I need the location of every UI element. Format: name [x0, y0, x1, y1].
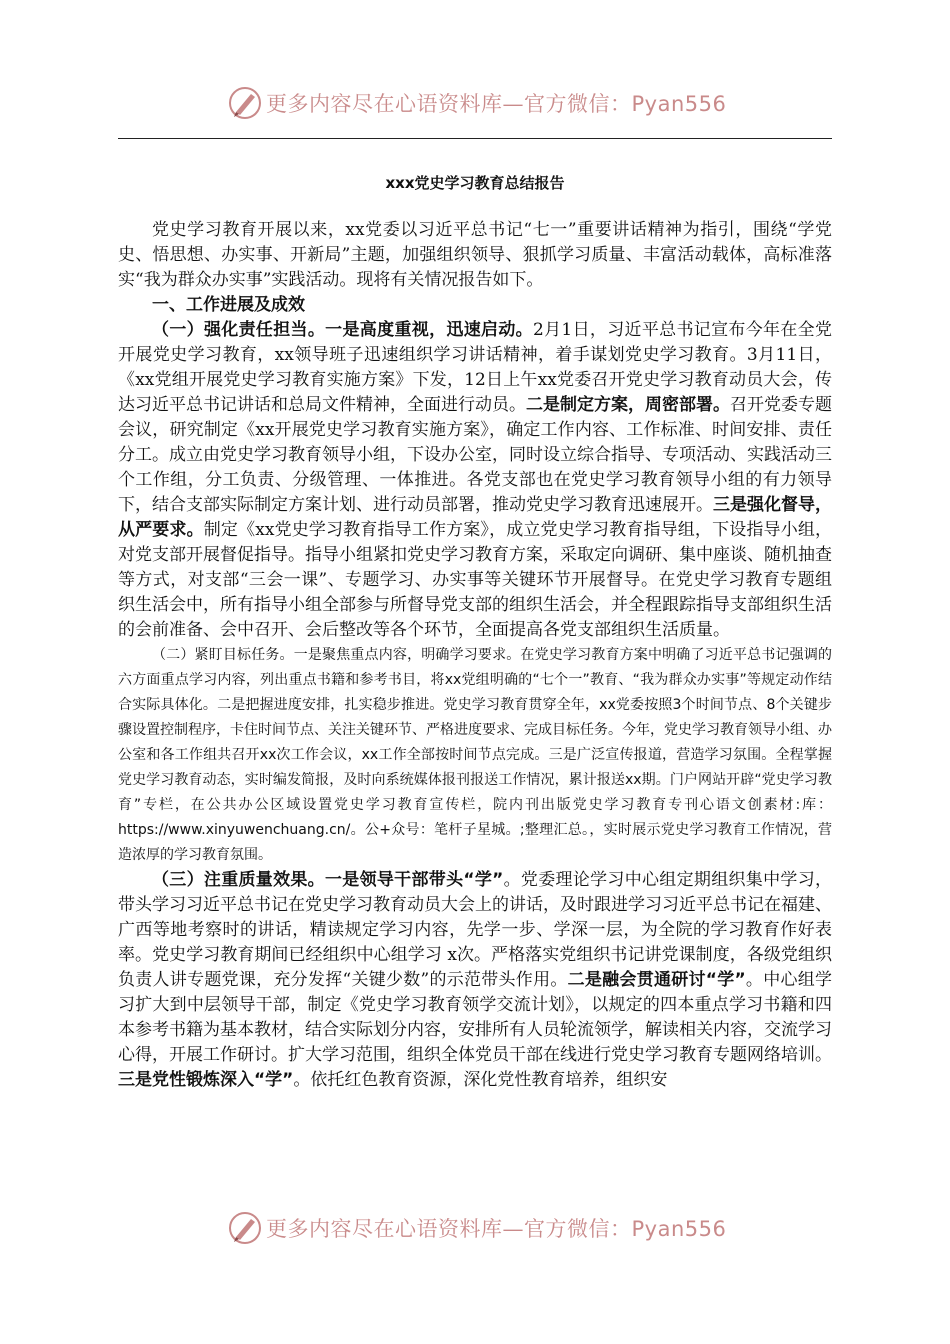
- point-text: 制定《xx党史学习教育指导工作方案》，成立党史学习教育指导组，下设指导小组，对党支部开展督促指导。指导小组紧扣党史学习教育方案，采取定向调研、集中座谈、随机抽查等方式，对支部“三会一课”、专题学习、办实事等关键环节开展督导。在党史学习教育专题组织生活会中，所有指导小组全部参与所督导党支部的组织生活会，并全程跟踪指导支部组织生活的会前准备、会中召开、会后整改等各个环节，全面提高各党支部组织生活质量。: [118, 520, 832, 640]
- point-heading: 三是强化督导，从严要求。: [118, 495, 832, 540]
- point-heading: 二是融会贯通研讨“学”: [567, 970, 746, 990]
- point-text: 。中心组学习扩大到中层领导干部，制定《党史学习教育领学交流计划》，以规定的四本重点学习书籍和四本参考书籍为基本教材，结合实际划分内容，安排所有人员轮流领学，解读相关内容，交流学习心得，开展工作研讨。扩大学习范围，组织全体党员干部在线进行党史学习教育专题网络培训。: [118, 970, 832, 1065]
- section2-paragraph: （二）紧盯目标任务。一是聚焦重点内容，明确学习要求。在党史学习教育方案中明确了习近平总书记强调的六方面重点学习内容，列出重点书籍和参考书目，将xx党组明确的“七个一”教育、“我为群众办实事”等规定动作结合实际具体化。二是把握进度安排，扎实稳步推进。党史学习教育贯穿全年，xx党委按照3个时间节点、8个关键步骤设置控制程序，卡住时间节点、关注关键环节、严格进度要求、完成目标任务。今年，党史学习教育领导小组、办公室和各工作组共召开xx次工作会议，xx工作全部按时间节点完成。三是广泛宣传报道，营造学习氛围。全程掌握党史学习教育动态，实时编发简报，及时向系统媒体报刊报送工作情况，累计报送xx期。门户网站开辟“党史学习教育”专栏，在公共办公区域设置党史学习教育宣传栏，院内刊出版党史学习教育专刊心语文创素材:库：https://www.xinyuwenchuang.cn/。公+众号：笔杆子星城。;整理汇总。，实时展示党史学习教育工作情况，营造浓厚的学习教育氛围。: [118, 647, 832, 863]
- wechat-id: Pyan556: [631, 92, 727, 116]
- point-heading: 一是高度重视，迅速启动。: [325, 320, 533, 340]
- subsection-heading: （一）强化责任担当。: [152, 320, 326, 340]
- wechat-id: Pyan556: [631, 1217, 727, 1241]
- banner-text: 更多内容尽在心语资料库—官方微信：Pyan556: [266, 1217, 727, 1241]
- point-text: 。依托红色教育资源，深化党性教育培养，组织安: [293, 1070, 668, 1090]
- section3-paragraph: [118, 868, 832, 1093]
- footer-banner: [0, 1208, 950, 1248]
- intro-paragraph: 党史学习教育开展以来，xx党委以习近平总书记“七一”重要讲话精神为指引，围绕“学党史、悟思想、办实事、开新局”主题，加强组织领导、狠抓学习质量、丰富活动载体，高标准落实“我为群众办实事”实践活动。现将有关情况报告如下。: [118, 220, 832, 290]
- point-text: 2月1日，习近平总书记宣布今年在全党开展党史学习教育，xx领导班子迅速组织学习讲话精神，着手谋划党史学习教育。3月11日，《xx党组开展党史学习教育实施方案》下发，12日上午xx党委召开党史学习教育动员大会，传达习近平总书记讲话和总局文件精神，全面进行动员。: [118, 320, 833, 415]
- point-heading: 三是党性锻炼深入“学”: [118, 1070, 294, 1090]
- section-heading: 一、工作进展及成效: [152, 295, 305, 315]
- pen-logo-icon: [227, 1210, 263, 1246]
- section1-paragraph: [118, 318, 832, 643]
- banner-text: 更多内容尽在心语资料库—官方微信：Pyan556: [266, 92, 727, 116]
- point-heading: 一是领导干部带头“学”: [324, 870, 504, 890]
- header-banner: [0, 83, 950, 123]
- point-heading: 二是制定方案，周密部署。: [526, 395, 730, 415]
- subsection-heading: （三）注重质量效果。: [152, 870, 325, 890]
- header-rule: [118, 138, 832, 139]
- document-title: xxx党史学习教育总结报告: [385, 174, 565, 192]
- point-text: 。党委理论学习中心组定期组织集中学习，带头学习习近平总书记在党史学习教育动员大会上的讲话，及时跟进学习习近平总书记在福建、广西等地考察时的讲话，精读规定学习内容，先学一步、学深一层，为全院的学习教育作好表率。党史学习教育期间已经组织中心组学习 x次。严格落实党组织书记讲党课制度，各级党组织负责人讲专题党课，充分发挥“关键少数”的示范带头作用。: [118, 870, 832, 990]
- document-body: [118, 218, 832, 1093]
- pen-logo-icon: [227, 85, 263, 121]
- point-text: 召开党委专题会议，研究制定《xx开展党史学习教育实施方案》，确定工作内容、工作标准、时间安排、责任分工。成立由党史学习教育领导小组，下设办公室，同时设立综合指导、专项活动、实践活动三个工作组，分工负责、分级管理、一体推进。各党支部也在党史学习教育领导小组的有力领导下，结合支部实际制定方案计划、进行动员部署，推动党史学习教育迅速展开。: [118, 395, 832, 515]
